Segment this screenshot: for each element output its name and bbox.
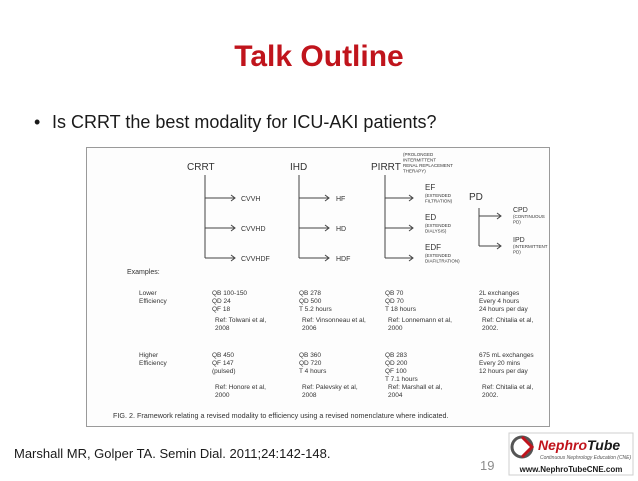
pd-child-note: PD) — [513, 219, 521, 225]
lower-example-value: QB 278 — [299, 290, 322, 297]
bullet-text: Is CRRT the best modality for ICU-AKI patients? — [52, 112, 437, 132]
higher-example-value: Ref: Honore et al, — [215, 384, 266, 391]
svg-text:www.NephroTubeCNE.com: www.NephroTubeCNE.com — [519, 465, 623, 474]
higher-example-value: Ref: Chitalia et al, — [482, 384, 534, 391]
lower-example-value: 2L exchanges — [479, 290, 520, 297]
bullet-item — [34, 112, 437, 133]
pirrt-note: INTERMITTENT — [403, 157, 436, 163]
lower-example-value: QD 500 — [299, 298, 322, 305]
lower-example-value: 2006 — [302, 325, 317, 332]
higher-example-value: 2002. — [482, 392, 499, 399]
crrt-child: CVVH — [241, 196, 261, 203]
lower-example-value: T 5.2 hours — [299, 306, 332, 313]
pirrt-child: ED — [425, 213, 437, 222]
higher-example-value: T 7.1 hours — [385, 376, 418, 383]
higher-example-value: T 4 hours — [299, 368, 327, 375]
lower-example-value: T 18 hours — [385, 306, 416, 313]
bullet-dot-icon: • — [34, 112, 41, 132]
pirrt-note: THERAPY) — [403, 168, 426, 174]
higher-example-value: 675 mL exchanges — [479, 352, 534, 359]
lower-example-value: 2008 — [215, 325, 230, 332]
page-number: 19 — [480, 458, 495, 473]
ihd-child: HDF — [336, 256, 351, 263]
lower-example-value: QB 70 — [385, 290, 404, 297]
higher-example-value: QB 450 — [212, 352, 235, 359]
higher-example-value: (pulsed) — [212, 368, 236, 375]
pirrt-child-note: (EXTENDED — [425, 193, 452, 198]
higher-example-value: 2000 — [215, 392, 230, 399]
pirrt-child-note: (EXTENDED — [425, 223, 452, 228]
lower-example-value: Ref: Vinsonneau et al, — [302, 317, 366, 324]
lower-example-value: 2000 — [388, 325, 403, 332]
pd-child: CPD — [513, 207, 528, 214]
pirrt-child: EF — [425, 183, 436, 192]
lower-example-value: 24 hours per day — [479, 306, 528, 313]
higher-example-value: 2008 — [302, 392, 317, 399]
lower-example-value: QF 18 — [212, 306, 231, 313]
higher-example-value: 2004 — [388, 392, 403, 399]
crrt-child: CVVHD — [241, 226, 266, 233]
modality-ihd: IHD — [290, 162, 308, 173]
pirrt-child-note: FILTRATION) — [425, 198, 453, 204]
higher-example-value: QF 100 — [385, 368, 407, 375]
pd-child-note: (CONTINUOUS — [513, 214, 545, 219]
lower-example-value: QD 70 — [385, 298, 404, 305]
svg-text:Continuous Nephrology Educatio: Continuous Nephrology Education (CNE) — [540, 455, 632, 461]
pirrt-child-note: DIALYSIS) — [425, 228, 447, 234]
crrt-child: CVVHDF — [241, 256, 270, 263]
citation: Marshall MR, Golper TA. Semin Dial. 2011;24:142-148. — [14, 446, 331, 461]
examples-label: Examples: — [127, 269, 160, 276]
pd-child-note: (INTERMITTENT — [513, 244, 548, 249]
pirrt-child-note: (EXTENDED — [425, 253, 452, 258]
higher-example-value: QD 200 — [385, 360, 408, 367]
figure-caption: FIG. 2. Framework relating a revised modality to efficiency using a revised nomenclature where indicated. — [113, 411, 449, 420]
lower-example-value: Ref: Chitalia et al, — [482, 317, 534, 324]
higher-example-value: QB 283 — [385, 352, 408, 359]
higher-example-value: 12 hours per day — [479, 368, 528, 375]
pirrt-child-note: DIAFILTRATION) — [425, 258, 460, 264]
higher-example-value: QB 360 — [299, 352, 322, 359]
pirrt-note: (PROLONGED — [403, 152, 434, 157]
higher-example-value: QF 147 — [212, 360, 234, 367]
modality-pirrt: PIRRT — [371, 162, 401, 173]
ihd-child: HD — [336, 226, 347, 233]
higher-example-value: QD 720 — [299, 360, 322, 367]
lower-example-value: QB 100-150 — [212, 290, 248, 297]
ihd-child: HF — [336, 196, 346, 203]
logo-graphic — [508, 432, 634, 476]
framework-figure — [86, 147, 550, 427]
lower-efficiency-label: Efficiency — [139, 298, 167, 305]
lower-example-value: Ref: Lonnemann et al, — [388, 317, 452, 324]
pd-child: IPD — [513, 237, 525, 244]
svg-text:NephroTube: NephroTube — [538, 437, 621, 453]
lower-example-value: QD 24 — [212, 298, 231, 305]
pirrt-note: RENAL REPLACEMENT — [403, 163, 453, 168]
slide-title: Talk Outline — [234, 40, 404, 73]
higher-example-value: Ref: Marshall et al, — [388, 384, 443, 391]
lower-example-value: Ref: Tolwani et al, — [215, 317, 267, 324]
lower-efficiency-label: Lower — [139, 290, 157, 297]
pirrt-child: EDF — [425, 243, 441, 252]
higher-example-value: Every 20 mins — [479, 360, 521, 367]
modality-pd: PD — [469, 192, 483, 203]
higher-efficiency-label: Efficiency — [139, 360, 167, 367]
modality-crrt: CRRT — [187, 162, 215, 173]
higher-efficiency-label: Higher — [139, 352, 159, 359]
pd-child-note: PD) — [513, 249, 521, 255]
higher-example-value: Ref: Palevsky et al, — [302, 384, 358, 391]
lower-example-value: Every 4 hours — [479, 298, 520, 305]
framework-diagram — [87, 148, 549, 426]
nephrotube-logo — [508, 432, 634, 476]
lower-example-value: 2002. — [482, 325, 499, 332]
